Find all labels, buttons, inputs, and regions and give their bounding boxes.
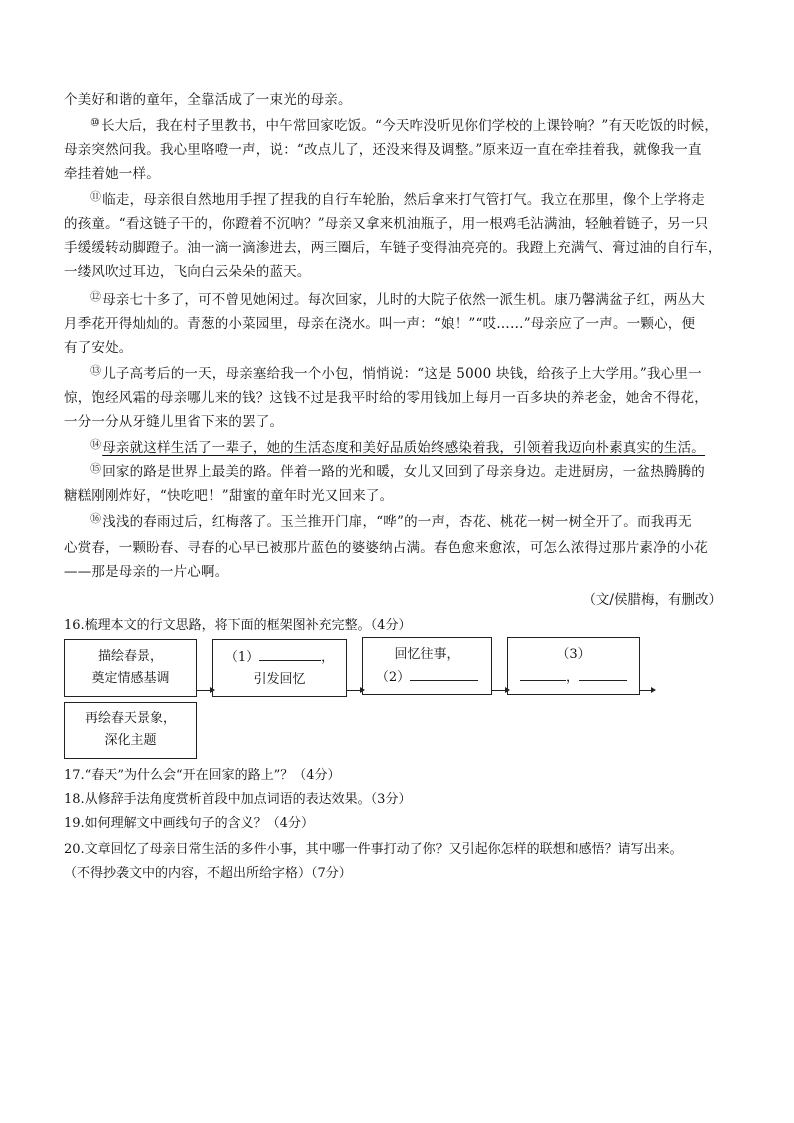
passage-line: 惊，饱经风霜的母亲哪儿来的钱？这钱不过是我平时给的零用钱加上每月一百多块的养老金，她舍不得花， (64, 390, 708, 406)
question-20-note: （不得抄袭文中的内容，不超出所给字格）（7分） (64, 866, 352, 881)
arrow-connector (347, 690, 361, 691)
arrow-connector (492, 690, 506, 691)
question-19: 19.如何理解文中画线句子的含义？（4分） (64, 816, 314, 831)
passage-line: 心赏春，一颗盼春、寻春的心早已被那片蓝色的婆婆纳占满。春色愈来愈浓，可怎么浓得过那片素净的小花 (64, 540, 708, 556)
passage-line: 月季花开得灿灿的。青葱的小菜园里，母亲在浇水。叫一声：“娘！”“哎……”母亲应了一声。一颗心，便 (64, 316, 696, 332)
paragraph-12-line: ⑫母亲七十多了，可不曾见她闲过。每次回家，儿时的大院子依然一派生机。康乃馨满盆子红，两丛大 (90, 290, 706, 308)
paragraph-11-line: ⑪临走，母亲很自然地用手捏了捏我的自行车轮胎，然后拿来打气管打气。我立在那里，像个上学将走 (90, 190, 706, 208)
answer-blank-1[interactable] (259, 646, 321, 661)
passage-line: 个美好和谐的童年，全靠活成了一束光的母亲。 (64, 92, 352, 108)
passage-line: 手缓缓转动脚蹬子。油一滴一滴渗进去，两三圈后，车链子变得油亮亮的。我蹬上充满气、膏过油的自行车， (64, 240, 722, 256)
passage-line: 一缕风吹过耳边，飞向白云朵朵的蓝天。 (64, 264, 311, 280)
paragraph-number: ⑬ (90, 364, 102, 377)
answer-blank-3b[interactable] (579, 666, 627, 681)
passage-line: 一分一分从牙缝儿里省下来的罢了。 (64, 414, 284, 430)
arrow-connector (640, 690, 652, 691)
diagram-box-2: （1） ， 引发回忆 (212, 639, 347, 697)
paragraph-number: ⑫ (90, 290, 102, 303)
paragraph-number: ⑩ (90, 116, 101, 129)
passage-line: 有了安处。 (64, 340, 133, 356)
arrow-connector (197, 690, 211, 691)
passage-line: 糖糕刚刚炸好，“快吃吧！”甜蜜的童年时光又回来了。 (64, 488, 394, 504)
answer-blank-2[interactable] (410, 666, 478, 681)
diagram-box-5: 再绘春天景象， 深化主题 (64, 702, 197, 759)
passage-line: 母亲突然问我。我心里咯噔一声，说：“改点儿了，还没来得及调整。”原来迈一直在牵挂着我，就像我一直 (64, 142, 702, 158)
source-attribution: （文/侯腊梅，有删改） (582, 592, 722, 608)
paragraph-number: ⑯ (90, 512, 102, 525)
question-20: 20.文章回忆了母亲日常生活的多件小事，其中哪一件事打动了你？又引起你怎样的联想和感悟？请写出来。 (64, 842, 683, 857)
paragraph-number: ⑮ (90, 462, 102, 475)
underlined-sentence: 母亲就这样生活了一辈子，她的生活态度和美好品质始终感染着我，引领着我迈向朴素真实的生活。 (102, 440, 706, 456)
question-17: 17.“春天”为什么会“开在回家的路上”？（4分） (64, 768, 341, 783)
paragraph-14-line (90, 438, 705, 459)
diagram-box-4: （3） ， (507, 637, 640, 695)
paragraph-number: ⑭ (90, 438, 102, 451)
answer-blank-3a[interactable] (520, 666, 566, 681)
passage-line: 的孩童。“看这链子干的，你蹬着不沉呐？”母亲又拿来机油瓶子，用一根鸡毛沾满油，轻触着链子，另一只 (64, 216, 709, 232)
paragraph-16-line: ⑯浅浅的春雨过后，红梅落了。玉兰推开门扉，“哗”的一声，杏花、桃花一树一树全开了。而我再无 (90, 512, 692, 530)
paragraph-number: ⑪ (90, 190, 102, 203)
diagram-box-3: 回忆往事， （2） (362, 637, 492, 695)
paragraph-10-line: ⑩长大后，我在村子里教书，中午常回家吃饭。“今天咋没听见你们学校的上课铃响？”有天吃饭的时候， (90, 116, 719, 134)
passage-line: ——那是母亲的一片心啊。 (64, 564, 229, 580)
paragraph-15-line: ⑮回家的路是世界上最美的路。伴着一路的光和暖，女儿又回到了母亲身边。走进厨房，一盆热腾腾的 (90, 462, 706, 480)
passage-line: 牵挂着她一样。 (64, 166, 160, 182)
question-18: 18.从修辞手法角度赏析首段中加点词语的表达效果。（3分） (64, 792, 412, 807)
diagram-box-1: 描绘春景， 奠定情感基调 (64, 639, 197, 697)
question-16: 16.梳理本文的行文思路，将下面的框架图补充完整。（4分） (64, 618, 412, 633)
paragraph-13-line: ⑬儿子高考后的一天，母亲塞给我一个小包，悄悄说：“这是 5000 块钱，给孩子上大学用。”我心里一 (90, 364, 702, 382)
